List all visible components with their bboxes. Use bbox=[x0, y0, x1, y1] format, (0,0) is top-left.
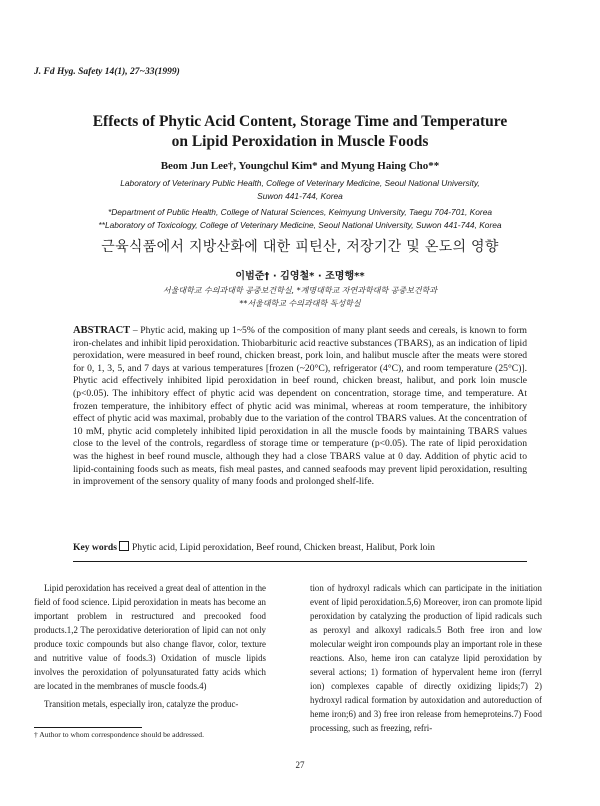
body-column-left bbox=[34, 581, 266, 711]
abstract-label: ABSTRACT bbox=[73, 325, 131, 336]
section-divider bbox=[73, 561, 527, 562]
body-column-right bbox=[310, 581, 542, 735]
affiliation-toxicology: **Laboratory of Toxicology, College of Veterinary Medicine, Seoul National University, Suwon 441-744, Korea bbox=[98, 220, 502, 230]
abstract-text: – Phytic acid, making up 1~5% of the composition of many plant seeds and cereals, is known to form iron-chelates and inhibit lipid peroxidation. Thiobarbituric acid reactive substances (TBARS), as an indication of lipid peroxidation, were measured in beef round, chicken breast, pork loin, and halibut muscle after the meats were stored for 0, 1, 3, 5, and 7 days at various temperatures [frozen (~20°C), refrigerator (4°C), and room temperature (25°C)]. Phytic acid effectively inhibited lipid peroxidation in beef round, chicken breast, halibut, and pork loin muscle (p<0.05). The inhibitory effect of phytic acid was dependent on concentration, storage time, and temperature. At frozen temperature, the inhibitory effect of phytic acid was minimal, whereas at room temperature, the inhibitory effect of phytic acid was maximal, probably due to the variation of the control TBARS values. At the concentration of 10 mM, phytic acid completely inhibited lipid peroxidation in all the muscle foods by maintaining TBARS values close to the level of the controls, regardless of storage time or temperature (p<0.05). The rate of lipid peroxidation was the highest in beef round muscle, although they had a close TBARS value at 0 day. Addition of phytic acid to lipid-containing foods such as meats, fish meal pastes, and canned seafoods may prevent lipid peroxidation, resulting in improvement of the sensory quality of many foods and prolonged shelf-life. bbox=[73, 325, 527, 488]
korean-title: 근육식품에서 지방산화에 대한 피틴산, 저장기간 및 온도의 영향 bbox=[101, 239, 499, 255]
abstract bbox=[73, 325, 527, 489]
title-line-2: on Lipid Peroxidation in Muscle Foods bbox=[171, 133, 429, 150]
title-line-1: Effects of Phytic Acid Content, Storage Time and Temperature bbox=[92, 113, 508, 130]
korean-affiliation-2: **서울대학교 수의과대학 독성학실 bbox=[239, 299, 361, 308]
affiliation-primary-line-1: Laboratory of Veterinary Public Health, College of Veterinary Medicine, Seoul National University, bbox=[120, 178, 480, 188]
page-number: 27 bbox=[295, 760, 305, 770]
affiliation-primary bbox=[40, 177, 560, 203]
body-paragraph-2: Transition metals, especially iron, catalyze the produc- bbox=[44, 699, 239, 709]
author-list: Beom Jun Lee†, Youngchul Kim* and Myung Haing Cho** bbox=[160, 160, 440, 172]
affiliation-primary-line-2: Suwon 441-744, Korea bbox=[257, 191, 343, 201]
affiliation-secondary bbox=[36, 206, 564, 232]
keywords-text: Phytic acid, Lipid peroxidation, Beef round, Chicken breast, Halibut, Pork loin bbox=[131, 542, 435, 553]
paper-title bbox=[40, 112, 560, 152]
journal-reference: J. Fd Hyg. Safety 14(1), 27~33(1999) bbox=[34, 67, 180, 77]
checkbox-square-icon bbox=[119, 541, 129, 551]
body-paragraph-1: Lipid peroxidation has received a great deal of attention in the field of food science. Lipid peroxidation in meats has become an important problem in restructured and precooked food products.1,2 The peroxidative deterioration of lipid can not only produce toxic compounds but also change flavor, color, texture and nutritive value of foods.3) Oxidation of muscle lipids involves the peroxidation of polyunsaturated fatty acids which are located in the membranes of muscle foods.4) bbox=[34, 583, 266, 691]
keywords-label: Key words bbox=[73, 542, 117, 553]
footnote-divider bbox=[34, 727, 142, 728]
korean-author-list: 이범준† · 김영철* · 조명행** bbox=[235, 271, 365, 282]
affiliation-keimyung: *Department of Public Health, College of Natural Sciences, Keimyung University, Taegu 704-701, Korea bbox=[107, 207, 493, 217]
body-paragraph-3: tion of hydroxyl radicals which can participate in the initiation event of lipid peroxidation.5,6) Moreover, iron can promote lipid peroxidation by catalyzing the production of lipid radicals such as peroxyl and alkoxyl radicals.5 Both free iron and low molecular weight iron compounds play an important role in these reactions. Also, heme iron can catalyze lipid peroxidation by several actions; 1) formation of hypervalent heme iron (ferryl ion) complexes capable of directly oxidizing lipids;7) 2) hydroxyl radical formation by autoxidation and autoreduction of heme iron;6) and 3) free iron release from hemeproteins.7) Food processing, such as freezing, refri- bbox=[310, 583, 542, 733]
korean-affiliations bbox=[40, 284, 560, 310]
keywords bbox=[73, 541, 527, 553]
korean-affiliation-1: 서울대학교 수의과대학 공중보건학실, *계명대학교 자연과학대학 공중보건학과 bbox=[162, 286, 438, 295]
corresponding-author-footnote: † Author to whom correspondence should be addressed. bbox=[34, 730, 204, 739]
